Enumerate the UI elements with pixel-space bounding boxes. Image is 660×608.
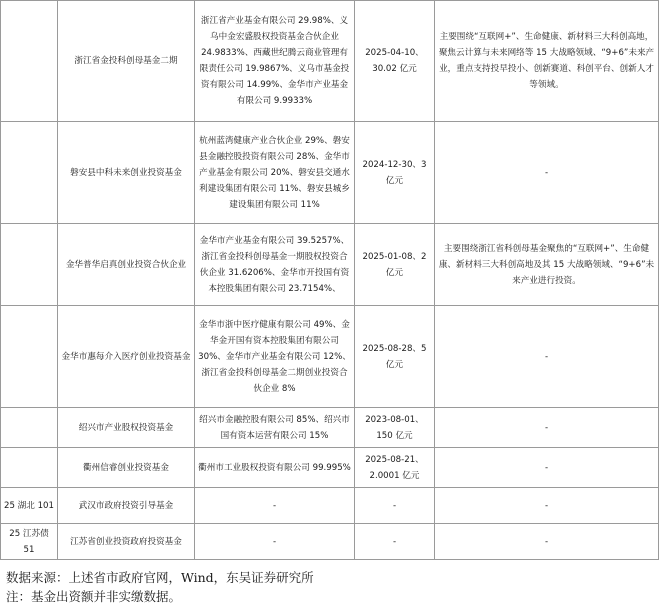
data-source-note: 数据来源：上述省市政府官网，Wind，东吴证券研究所 xyxy=(6,570,314,585)
issuer-cell xyxy=(1,306,58,408)
focus-cell: 主要围绕“互联网+”、生命健康、新材料三大科创高地，聚焦云计算与未来网络等 15 大战略领域、“9+6”未来产业，重点支持投早投小、创新赛道、科创平台、创新人才等领域。 xyxy=(435,1,659,122)
investors-cell: 浙江省产业基金有限公司 29.98%、义乌中金宏盛股权投资基金合伙企业 24.9833%、西藏世纪腾云商业管理有限责任公司 19.9867%、义乌市基金投资有限公司 14.99%、金华市产业基金有限公司 9.9933% xyxy=(195,1,355,122)
table-row xyxy=(1,448,659,488)
focus-cell: - xyxy=(435,448,659,488)
date-amount-cell: 2023-08-01、150 亿元 xyxy=(355,408,435,448)
table-row xyxy=(1,122,659,224)
table-row xyxy=(1,1,659,122)
table-row xyxy=(1,524,659,560)
date-amount-cell: 2025-04-10、30.02 亿元 xyxy=(355,1,435,122)
investors-cell: 绍兴市金融控股有限公司 85%、绍兴市国有资本运营有限公司 15% xyxy=(195,408,355,448)
focus-cell: - xyxy=(435,306,659,408)
focus-cell: - xyxy=(435,524,659,560)
footnote: 注：基金出资额并非实缴数据。 xyxy=(6,589,182,604)
date-amount-cell: - xyxy=(355,524,435,560)
issuer-cell: 25 江苏债 51 xyxy=(1,524,58,560)
fund-name-cell: 磐安县中科未来创业投资基金 xyxy=(58,122,195,224)
issuer-cell xyxy=(1,408,58,448)
focus-cell: 主要围绕浙江省科创母基金聚焦的“互联网+”、生命健康、新材料三大科创高地及其 15 大战略领域、“9+6”未来产业进行投资。 xyxy=(435,224,659,306)
issuer-cell xyxy=(1,224,58,306)
investors-cell: 衢州市工业股权投资有限公司 99.995% xyxy=(195,448,355,488)
table-row xyxy=(1,306,659,408)
issuer-cell xyxy=(1,448,58,488)
focus-cell: - xyxy=(435,488,659,524)
date-amount-cell: - xyxy=(355,488,435,524)
table-row xyxy=(1,488,659,524)
investors-cell: 杭州蓝湾健康产业合伙企业 29%、磐安县金融控股投资有限公司 28%、金华市产业基金有限公司 20%、磐安县交通水利建设集团有限公司 11%、磐安县城乡建设集团有限公司 11% xyxy=(195,122,355,224)
investors-cell: - xyxy=(195,488,355,524)
investors-cell: 金华市产业基金有限公司 39.5257%、浙江省金投科创母基金一期股权投资合伙企业 31.6206%、金华市开投国有资本控股集团有限公司 23.7154%、 xyxy=(195,224,355,306)
fund-name-cell: 金华普华启真创业投资合伙企业 xyxy=(58,224,195,306)
focus-cell: - xyxy=(435,122,659,224)
date-amount-cell: 2025-08-21、2.0001 亿元 xyxy=(355,448,435,488)
fund-name-cell: 武汉市政府投资引导基金 xyxy=(58,488,195,524)
fund-name-cell: 金华市惠每介入医疗创业投资基金 xyxy=(58,306,195,408)
issuer-cell: 25 湖北 101 xyxy=(1,488,58,524)
issuer-cell xyxy=(1,122,58,224)
table-row xyxy=(1,224,659,306)
table-row xyxy=(1,408,659,448)
fund-name-cell: 衢州信睿创业投资基金 xyxy=(58,448,195,488)
investors-cell: - xyxy=(195,524,355,560)
focus-cell: - xyxy=(435,408,659,448)
date-amount-cell: 2025-08-28、5 亿元 xyxy=(355,306,435,408)
issuer-cell xyxy=(1,1,58,122)
fund-name-cell: 浙江省金投科创母基金二期 xyxy=(58,1,195,122)
date-amount-cell: 2024-12-30、3 亿元 xyxy=(355,122,435,224)
fund-name-cell: 江苏省创业投资政府投资基金 xyxy=(58,524,195,560)
fund-name-cell: 绍兴市产业股权投资基金 xyxy=(58,408,195,448)
investors-cell: 金华市浙中医疗健康有限公司 49%、金华金开国有资本控股集团有限公司 30%、金华市产业基金有限公司 12%、浙江省金投科创母基金二期创业投资合伙企业 8% xyxy=(195,306,355,408)
date-amount-cell: 2025-01-08、2 亿元 xyxy=(355,224,435,306)
